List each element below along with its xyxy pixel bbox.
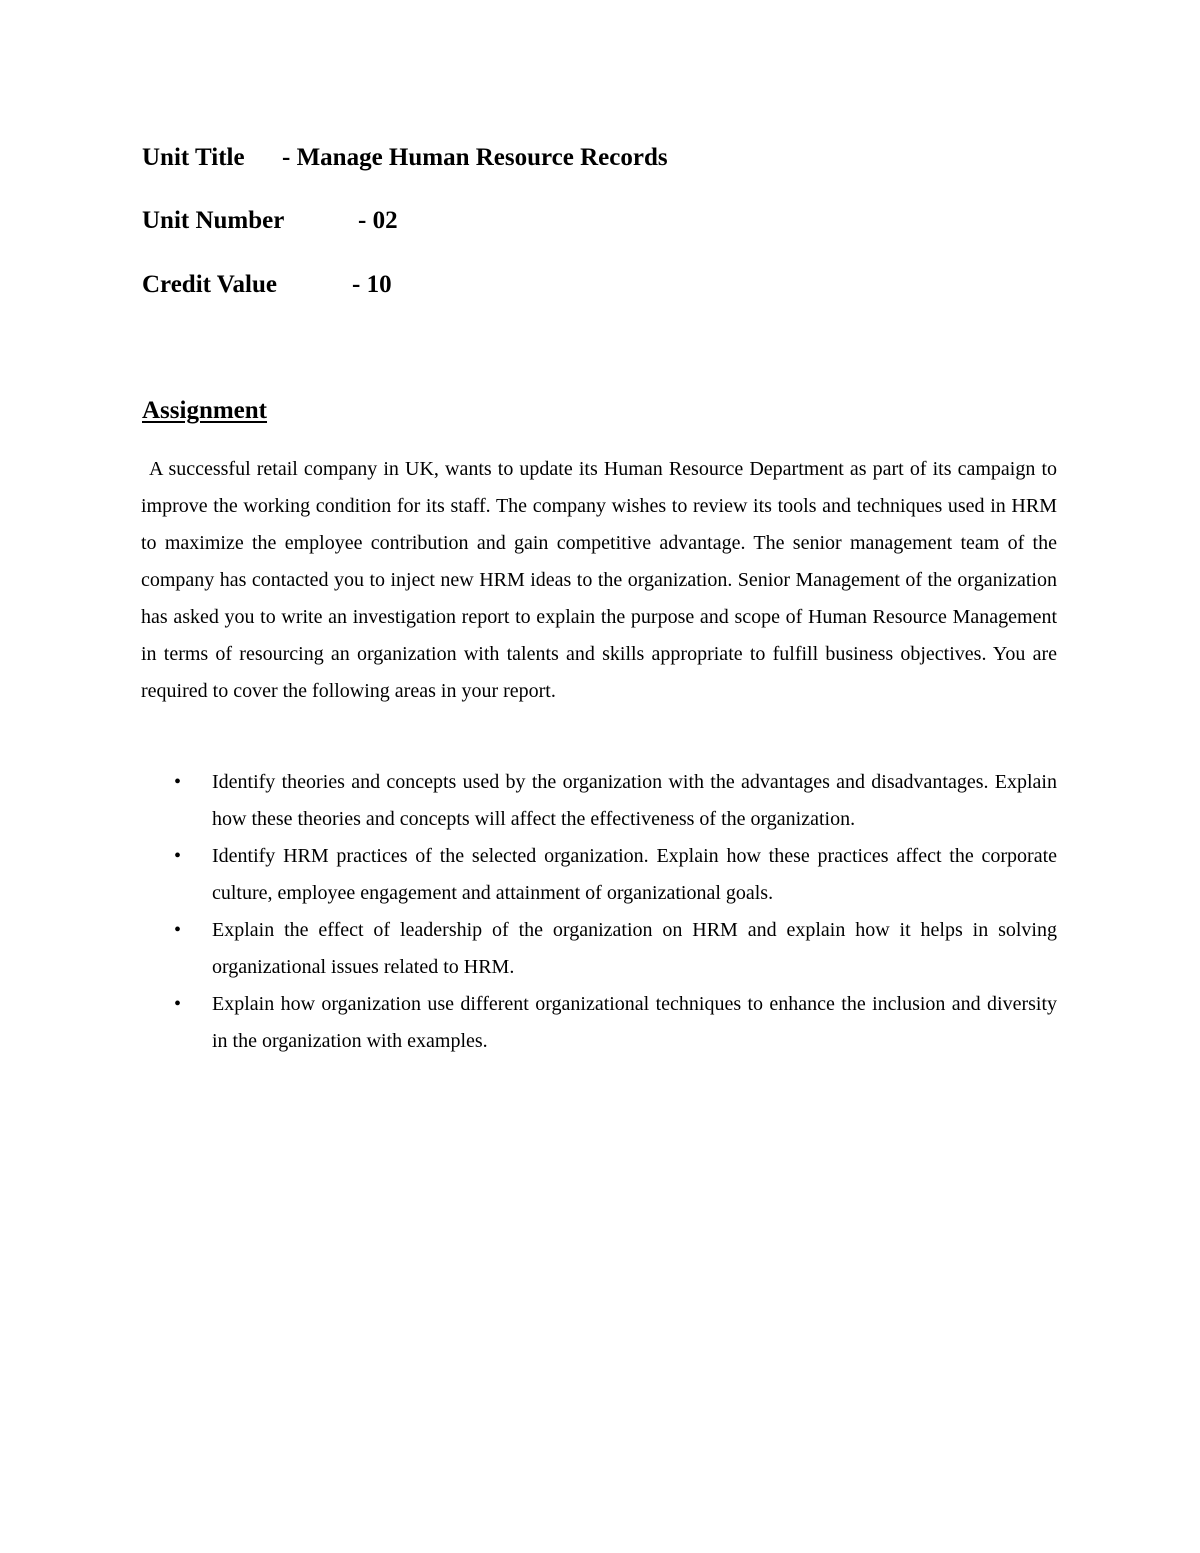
bullet-icon: • [174, 771, 182, 793]
task-list [141, 764, 1057, 1060]
unit-number-label: Unit Number [142, 207, 285, 234]
unit-title-value: - Manage Human Resource Records [282, 144, 668, 171]
task-item-2 [141, 838, 1057, 912]
assignment-intro-paragraph: A successful retail company in UK, wants to update its Human Resource Department as part of its campaign to improve the working condition for its staff. The company wishes to review its tools and techniques used in HRM to maximize the employee contribution and gain competitive advantage. The senior management team of the company has contacted you to inject new HRM ideas to the organization. Senior Management of the organization has asked you to write an investigation report to explain the purpose and scope of Human Resource Management in terms of resourcing an organization with talents and skills appropriate to fulfill business objectives. You are required to cover the following areas in your report. [141, 458, 1057, 702]
assignment-heading: Assignment [142, 397, 268, 424]
task-item-1 [141, 764, 1057, 838]
task-text-1: Identify theories and concepts used by the organization with the advantages and disadvantages. Explain how these theories and concepts will affect the effectiveness of the organization. [212, 771, 1057, 830]
unit-title-label: Unit Title [142, 144, 245, 171]
task-text-4: Explain how organization use different organizational techniques to enhance the inclusion and diversity in the organization with examples. [212, 993, 1057, 1052]
task-item-3 [141, 912, 1057, 986]
task-item-4 [141, 986, 1057, 1060]
bullet-icon: • [174, 993, 182, 1015]
credit-value-label: Credit Value [142, 271, 277, 298]
unit-number-value: - 02 [358, 207, 398, 234]
bullet-icon: • [174, 845, 182, 867]
bullet-icon: • [174, 919, 182, 941]
credit-value-value: - 10 [352, 271, 392, 298]
task-text-2: Identify HRM practices of the selected organization. Explain how these practices affect the corporate culture, employee engagement and attainment of organizational goals. [212, 845, 1057, 904]
task-text-3: Explain the effect of leadership of the organization on HRM and explain how it helps in solving organizational issues related to HRM. [212, 919, 1057, 978]
